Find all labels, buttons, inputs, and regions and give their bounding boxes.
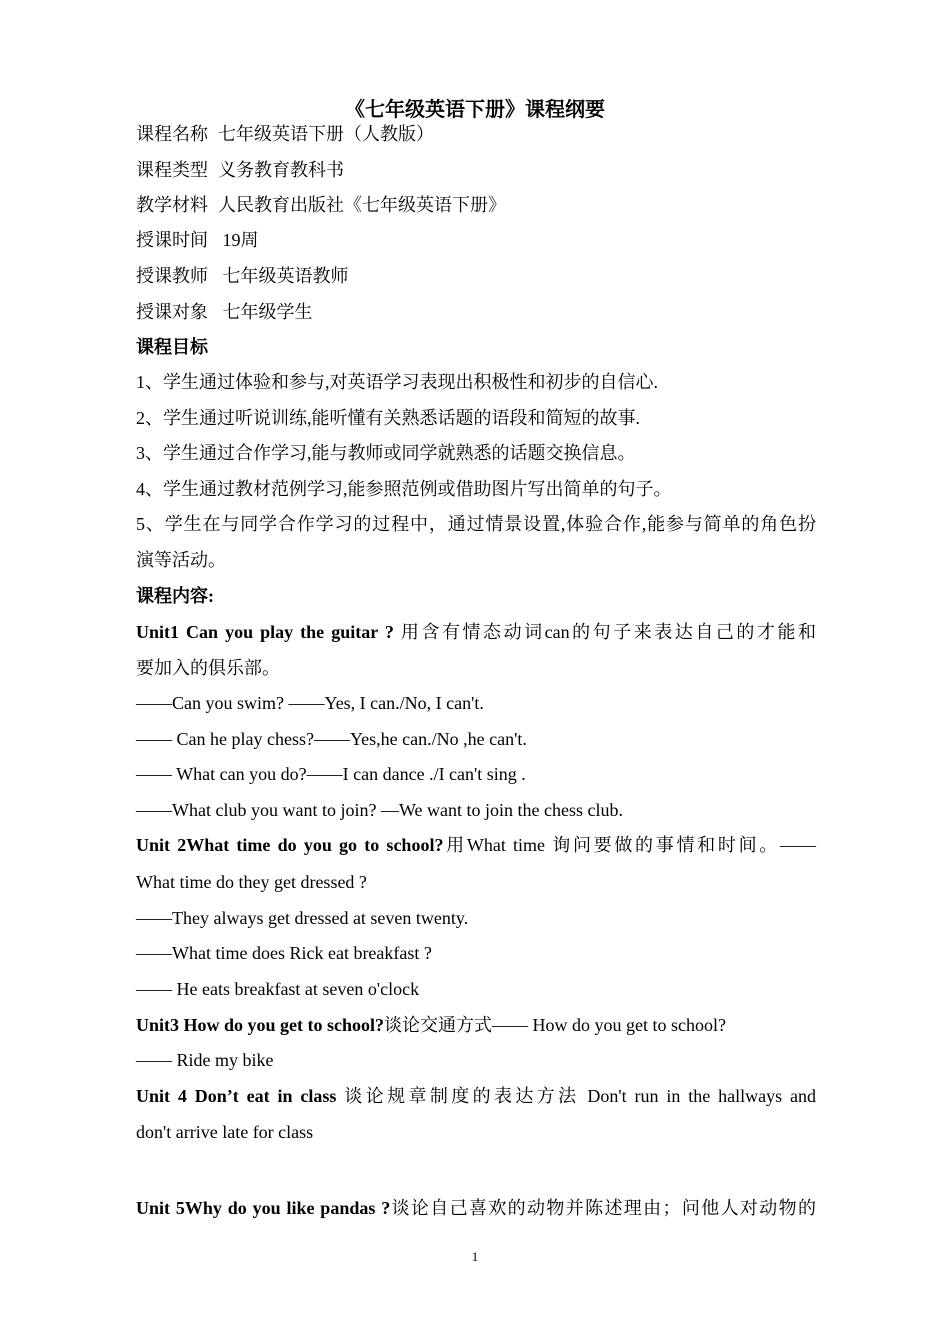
unit1-heading [136,620,816,644]
unit1-desc: 用含有情态动词can的句子来表达自己的才能和 [393,622,816,642]
objective-item: 3、学生通过合作学习,能与教师或同学就熟悉的话题交换信息。 [136,443,636,463]
info-label: 课程名称 [136,124,208,144]
unit5-heading [136,1196,816,1220]
unit3-title: Unit3 How do you get to school? [136,1015,385,1035]
objectives-heading: 课程目标 [136,337,208,357]
info-label: 授课时间 [136,230,208,250]
info-row-course-type [136,158,816,182]
info-label: 课程类型 [136,160,208,180]
unit5-title: Unit 5Why do you like pandas ? [136,1198,391,1218]
info-value: 七年级学生 [218,302,313,322]
unit2-dialogue-line: —— He eats breakfast at seven o'clock [136,979,420,999]
info-row-teacher [136,264,816,288]
unit1-dialogue-line: ——What club you want to join? —We want to join the chess club. [136,800,623,820]
document-title: 《七年级英语下册》课程纲要 [345,99,605,121]
unit2-desc: 用What time 询问要做的事情和时间。—— [443,835,816,855]
info-row-time [136,228,816,252]
info-label: 授课教师 [136,266,208,286]
info-row-materials [136,193,816,217]
unit2-dialogue-line: ——They always get dressed at seven twenty. [136,908,469,928]
objective-item: 5、学生在与同学合作学习的过程中，通过情景设置,体验合作,能参与简单的角色扮 [136,514,816,534]
page-number: 1 [471,1249,479,1264]
unit2-desc-continued: What time do they get dressed ? [136,872,367,892]
unit3-dialogue-line: —— Ride my bike [136,1050,274,1070]
info-label: 教学材料 [136,195,208,215]
unit4-desc: 谈论规章制度的表达方法 Don't run in the hallways and [336,1086,817,1106]
info-value: 19周 [218,230,259,250]
info-value: 七年级英语教师 [218,266,349,286]
unit5-desc: 谈论自己喜欢的动物并陈述理由；问他人对动物的 [390,1198,816,1218]
content-heading: 课程内容: [136,586,214,606]
info-value: 义务教育教科书 [218,160,344,180]
info-value: 七年级英语下册（人教版） [218,124,434,144]
objective-item: 4、学生通过教材范例学习,能参照范例或借助图片写出简单的句子。 [136,479,672,499]
unit1-title: Unit1 Can you play the guitar ? [136,622,394,642]
objective-item-continued: 演等活动。 [136,550,226,570]
info-value: 人民教育出版社《七年级英语下册》 [218,195,506,215]
unit4-heading [136,1084,816,1108]
unit4-title: Unit 4 Don’t eat in class [136,1086,337,1106]
unit2-heading [136,833,816,857]
info-row-audience [136,300,816,324]
objective-item: 2、学生通过听说训练,能听懂有关熟悉话题的语段和简短的故事. [136,408,640,428]
unit2-dialogue-line: ——What time does Rick eat breakfast ? [136,943,432,963]
unit1-desc-continued: 要加入的俱乐部。 [136,658,280,678]
unit1-dialogue-line: —— Can he play chess?——Yes,he can./No ,he can't. [136,729,527,749]
objective-item: 1、学生通过体验和参与,对英语学习表现出积极性和初步的自信心. [136,372,658,392]
unit3-heading [136,1013,816,1037]
unit1-dialogue-line: ——Can you swim? ——Yes, I can./No, I can't. [136,693,484,713]
info-row-course-name [136,122,816,146]
unit1-dialogue-line: —— What can you do?——I can dance ./I can't sing . [136,764,526,784]
unit3-desc: 谈论交通方式—— How do you get to school? [384,1015,726,1035]
unit2-title: Unit 2What time do you go to school? [136,835,444,855]
info-label: 授课对象 [136,302,208,322]
unit4-desc-continued: don't arrive late for class [136,1122,314,1142]
